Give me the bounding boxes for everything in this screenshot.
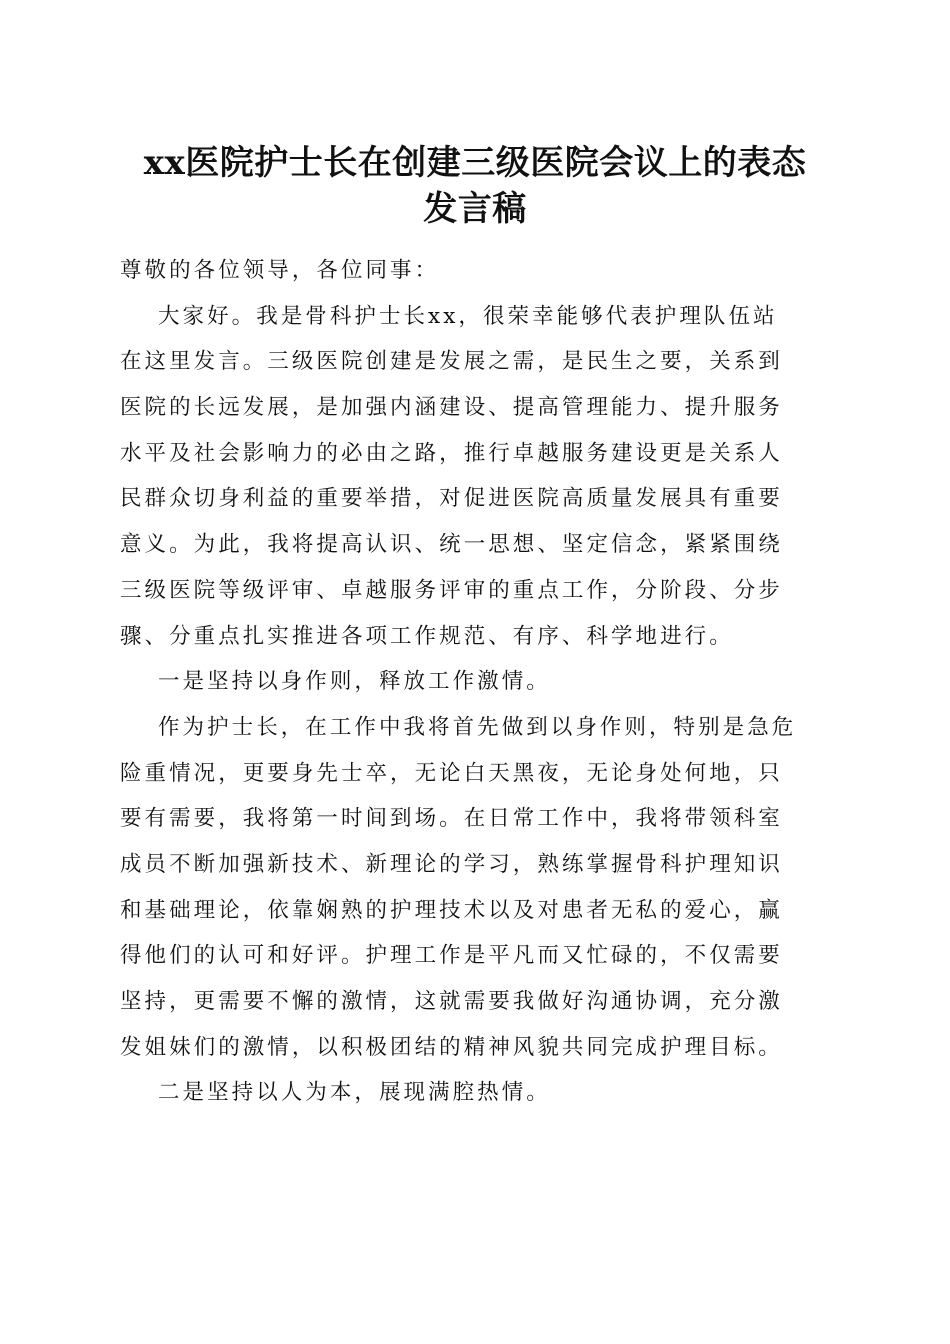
paragraph-line: 三级医院等级评审、卓越服务评审的重点工作，分阶段、分步	[120, 577, 783, 603]
paragraph-line: 发姐妹们的激情，以积极团结的精神风貌共同完成护理目标。	[120, 1034, 783, 1060]
paragraph-line: 险重情况，更要身先士卒，无论白天黑夜，无论身处何地，只	[120, 760, 783, 786]
paragraph-line: 意义。为此，我将提高认识、统一思想、坚定信念，紧紧围绕	[120, 532, 783, 558]
paragraph-line: 成员不断加强新技术、新理论的学习，熟练掌握骨科护理知识	[120, 851, 783, 877]
paragraph-line: 作为护士长，在工作中我将首先做到以身作则，特别是急危	[158, 714, 797, 740]
section-heading: 二是坚持以人为本，展现满腔热情。	[158, 1080, 551, 1106]
paragraph-line: 得他们的认可和好评。护理工作是平凡而又忙碌的，不仅需要	[120, 943, 783, 969]
title-line: 发言稿	[423, 189, 527, 229]
salutation: 尊敬的各位领导，各位同事：	[120, 258, 440, 283]
paragraph-line: 骤、分重点扎实推进各项工作规范、有序、科学地进行。	[120, 623, 734, 649]
paragraph-line: 和基础理论，依靠娴熟的护理技术以及对患者无私的爱心，赢	[120, 897, 783, 923]
paragraph-line: 水平及社会影响力的必由之路，推行卓越服务建设更是关系人	[120, 440, 783, 466]
section-heading: 一是坚持以身作则，释放工作激情。	[158, 669, 551, 695]
paragraph-line: 在这里发言。三级医院创建是发展之需，是民生之要，关系到	[120, 349, 783, 375]
paragraph-line: 坚持，更需要不懈的激情，这就需要我做好沟通协调，充分激	[120, 989, 783, 1014]
paragraph-line: 民群众切身利益的重要举措，对促进医院高质量发展具有重要	[120, 486, 783, 512]
paragraph-line: 大家好。我是骨科护士长xx，很荣幸能够代表护理队伍站	[158, 303, 778, 329]
paragraph-line: 医院的长远发展，是加强内涵建设、提高管理能力、提升服务	[120, 395, 783, 421]
document-title	[120, 140, 830, 232]
title-line: xx医院护士长在创建三级医院会议上的表态	[143, 143, 807, 183]
document-body	[120, 248, 830, 1116]
paragraph-line: 要有需要，我将第一时间到场。在日常工作中，我将带领科室	[120, 806, 783, 832]
